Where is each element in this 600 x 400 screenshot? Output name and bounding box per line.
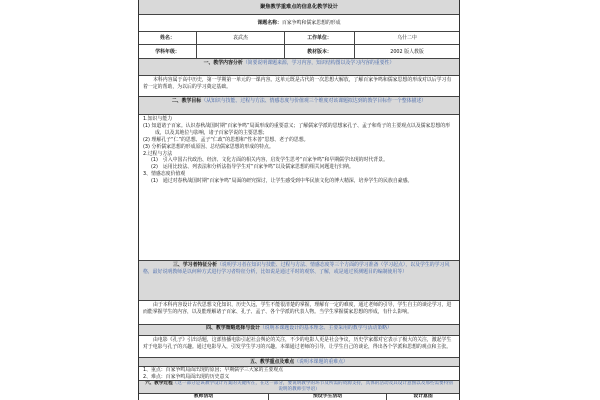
section-4-note: （说明本课题设计的基本理念、主要采用的教学与活动策略） [259, 325, 392, 331]
section-4-body [139, 336, 459, 358]
course-row [139, 15, 459, 32]
section-3-text: 由于本科内容设计古代思想文化知识，历史久远，学生不能很清楚的掌握，理解有一定的难度，通过老师的引导，学生自主的谈论学习，进而能掌握学生的内容，以及能理解诸子百家、孔子、孟子、各个学派的代表人物。当学生掌握儒家思想的形成，有什么影响。 [143, 302, 452, 315]
section-1-body [139, 76, 459, 97]
column-student-activity: 预设学生活动 [269, 394, 387, 400]
objective-item: (1) 引入中国古代政治、经济、文化方面的相关内容，启发学生思考“百家争鸣”和早期儒学出现的时代背景。 [151, 157, 388, 164]
section-5-title: 五、教学重点及难点 [250, 359, 295, 365]
subject-value [197, 45, 285, 58]
section-2-body [139, 115, 459, 261]
work-value: 乌什二中 [397, 35, 417, 41]
section-5-note: （说明本课题的重难点） [294, 359, 348, 365]
section-2-title: 二、教学目标 [171, 98, 202, 104]
section-6-title: 六、教学过程 [145, 381, 173, 386]
objective-item: (3) 分析儒家思想的形成原因、总结儒家思想的形成的特点。 [143, 143, 274, 150]
section-2-note: （从知识与技能、过程与方法、情感态度与价值观三个维度对该课题拟达到的教学目标作一个整体描述） [201, 98, 427, 104]
section-2-header [139, 97, 459, 115]
section-6-note: （这一部分是该教学设计方案的关键所在，在这一部分，要说明教学的环节及所需的资源支持，具体的活动及其设计意图以及那些需要特别说明的教师引导语） [172, 381, 453, 393]
process-table-header [139, 394, 459, 400]
key-point: 1、重点：百家争鸣局面出现的原因；早期儒学三大家的主要观点 [143, 367, 284, 373]
section-3-title: 三、学习者特征分析 [173, 262, 218, 268]
section-3-body [139, 301, 459, 325]
document-title: 聚焦教学重难点的信息化教学设计 [260, 4, 338, 10]
section-4-text: 由电影《孔子》引出话题，这部热播电影引起社会舆论的关注，不少的电影人更是社会争议，历史学家都对它表示了极大的关注，激起学生对于电影与孔子的兴趣。通过电影导入，引发学生学习的兴趣。本课通过老师的引导，让学生自己的谈论，得出各个学派和思想的观点和主张。 [143, 337, 452, 350]
subject-row [139, 45, 459, 59]
section-6-header [139, 381, 459, 394]
name-value: 袁武杰 [197, 32, 285, 44]
section-1-title: 一、教学内容分析 [203, 60, 243, 66]
section-4-title: 四、教学策略选择与设计 [206, 325, 260, 331]
objective-heading-values: 3、情感态度价值观 [143, 171, 186, 178]
section-1-note: （简要说明课题来源，学习内容，知识结构图以及学习内容的重要性） [242, 60, 395, 66]
name-row [139, 32, 459, 45]
work-label: 工作单位： [285, 32, 355, 44]
section-3-header [139, 261, 459, 301]
section-3-note: （说明学习者在知识与技能、过程与方法、情感态度等三个方面的学习准备（学习起点），以及学生的学习风格，最好说明教师是以何种方式进行学习者特征分析，比如说是通过平时的观察、了解，或是通过预测题目的编制使用等） [143, 262, 450, 275]
subject-label: 学科年级： [139, 45, 197, 58]
section-1-header [139, 59, 459, 76]
textbook-value: 2002 版人教版 [390, 49, 424, 55]
column-design-intent: 设计意图 [413, 394, 433, 399]
difficult-point: 2、难点：百家争鸣局面出现的历史意义 [143, 373, 230, 380]
objective-item: (2) 理解孔子“仁”的思想、孟子“仁政”的思想和“性本善”思想、老子的思想。 [143, 136, 309, 143]
objective-item: (2) 运用比较法、列表法和分析法指导学生对“百家争鸣”以及儒家思想的相关问题进行归纳。 [151, 164, 354, 171]
textbook-label: 教材版本： [285, 45, 355, 58]
section-5-body [139, 367, 459, 381]
name-label: 姓名： [139, 32, 197, 44]
objective-item: (1) 通过对春秋战国时期“百家争鸣”局面的研究探讨，让学生感受到中华民族文化的博大精深，培养学生的民族自豪感。 [151, 178, 413, 185]
course-value: 百家争鸣和儒家思想的形成 [281, 20, 341, 26]
section-5-header [139, 358, 459, 367]
section-4-header [139, 325, 459, 336]
column-teacher-activity: 教师活动 [139, 394, 269, 400]
section-1-text: 本科内容属于高中历史，第一学期第一单元的一课内容。这单元既是古代的一次思想大解放，了解百家争鸣和儒家思想的形成对以后学习有着一定的帮助，为以后的学习奠定基础。 [143, 77, 452, 90]
lesson-plan-document [138, 0, 460, 400]
course-label: 课题名称： [257, 20, 282, 26]
objective-heading-knowledge: 1.知识与能力 [143, 116, 173, 122]
objective-item: (1) 知道诸子百家。认识春秋战国时期“百家争鸣”局面形成的重要意义；了解儒家学派的思想家孔子、孟子和荀子的主要观点以及儒家思想的形成，以及其地位与影响，诸子百家学说的主要思想； [143, 122, 450, 136]
objective-heading-process: 2.过程与方法 [143, 150, 173, 157]
document-title-row [139, 0, 459, 15]
